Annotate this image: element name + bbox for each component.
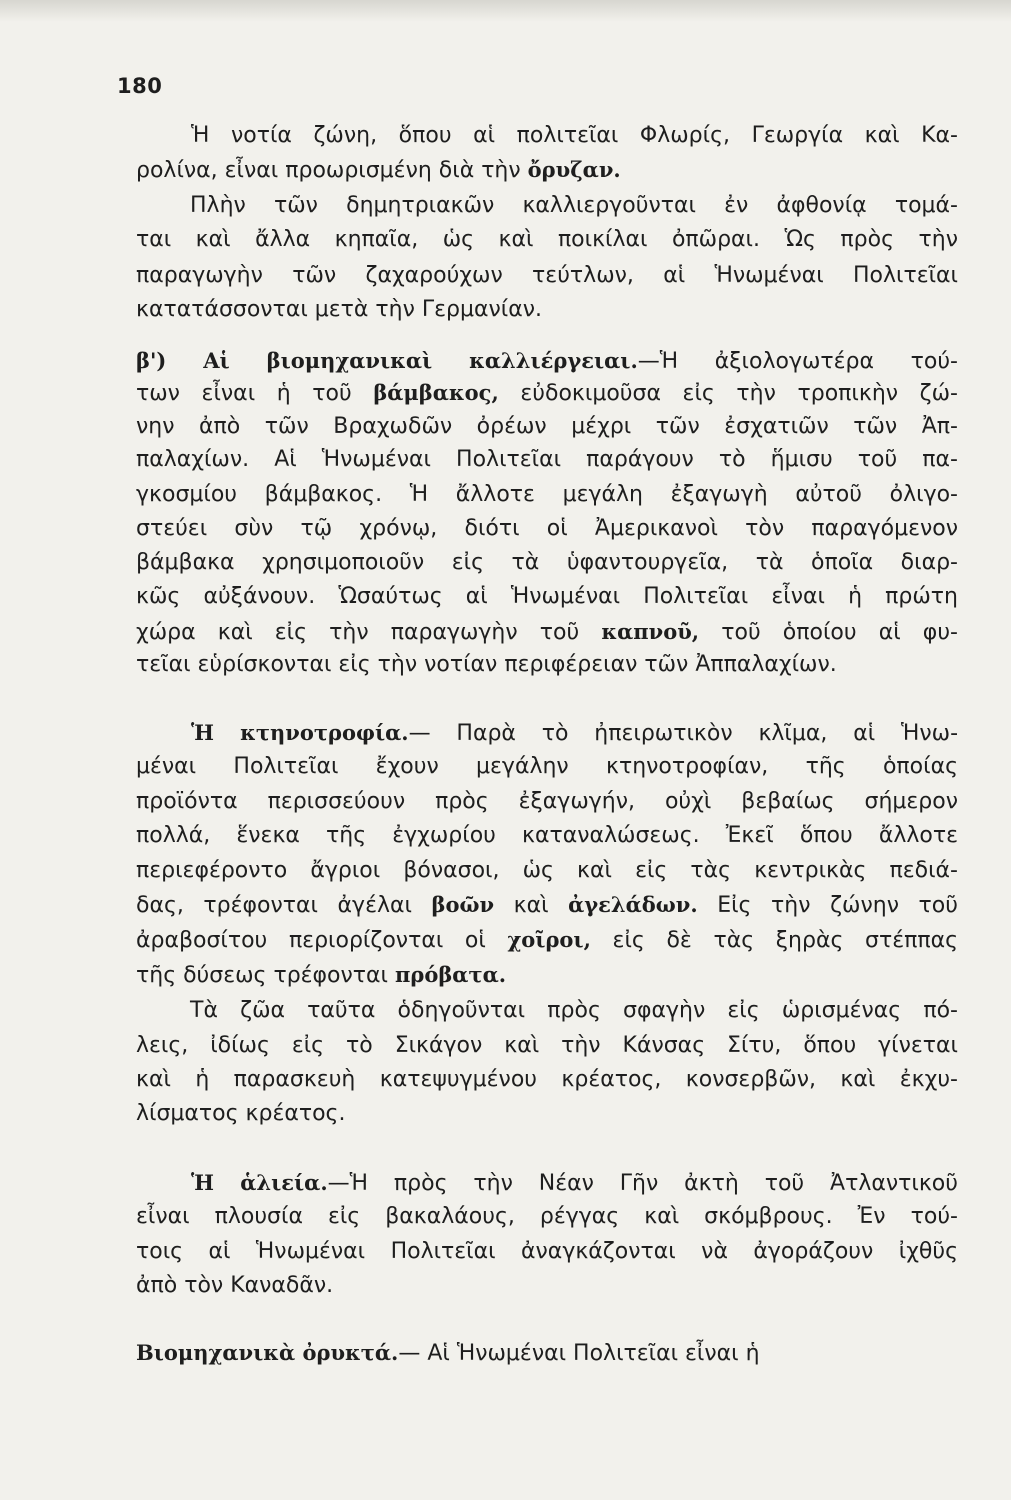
text-line [136,223,958,257]
text-line [190,994,958,1028]
text-span: γκοσμίου βάμβακος. Ἡ ἄλλοτε μεγάλη ἐξαγωγὴ αὐτοῦ ὀλιγο- [136,482,958,507]
text-span: Πλὴν τῶν δημητριακῶν καλλιεργοῦνται ἐν ἀφθονίᾳ τομά- [190,193,958,218]
text-line [136,344,958,378]
bold-term: χοῖροι, [507,927,591,952]
text-span: δας, τρέφονται ἀγέλαι [136,893,432,918]
text-line [136,615,958,649]
text-line [136,259,958,293]
page-number: 180 [117,74,163,98]
text-span: — Αἱ Ἡνωμέναι Πολιτεῖαι εἶναι ἡ [398,1341,760,1366]
text-span: πολλά, ἕνεκα τῆς ἐγχωρίου καταναλώσεως. Ἐκεῖ ὅπου ἄλλοτε [136,823,958,848]
text-line [136,1063,958,1097]
text-span: παλαχίων. Αἱ Ἡνωμέναι Πολιτεῖαι παράγουν τὸ ἥμισυ τοῦ πα- [136,447,958,472]
text-line [136,958,958,992]
text-span: —Ἡ ἀξιολογωτέρα τού- [637,349,958,374]
text-line [136,750,958,784]
text-line [136,819,958,853]
text-span: προϊόντα περισσεύουν πρὸς ἐξαγωγήν, οὐχὶ βεβαίως σήμερον [136,789,958,814]
bold-term: Ἡ ἁλιεία. [191,1170,328,1195]
text-span: ρολίνα, εἶναι προωρισμένη διὰ τὴν [136,158,528,183]
text-span: νην ἀπὸ τῶν Βραχωδῶν ὀρέων μέχρι τῶν ἐσχατιῶν τῶν Ἀπ- [136,414,958,439]
text-span: βάμβακα χρησιμοποιοῦν εἰς τὰ ὑφαντουργεῖα, τὰ ὁποῖα διαρ- [136,550,958,575]
text-span: Ἡ νοτία ζώνη, ὅπου αἱ πολιτεῖαι Φλωρίς, Γεωργία καὶ Κα- [191,123,958,148]
bold-term: Ἡ κτηνοτροφία. [191,720,409,745]
text-line [191,716,958,750]
bold-term: ἀγελάδων. [568,892,698,917]
text-line [136,1029,958,1063]
text-span: λεις, ἰδίως εἰς τὸ Σικάγον καὶ τὴν Κάνσας Σίτυ, ὅπου γίνεται [136,1033,958,1058]
text-line [136,1200,958,1234]
text-span: χώρα καὶ εἰς τὴν παραγωγὴν τοῦ [136,620,602,645]
text-span: ται καὶ ἄλλα κηπαῖα, ὡς καὶ ποικίλαι ὀπῶραι. Ὡς πρὸς τὴν [136,227,958,252]
text-span: μέναι Πολιτεῖαι ἔχουν μεγάλην κτηνοτροφίαν, τῆς ὁποίας [136,754,958,779]
text-line [136,888,958,922]
text-span: περιεφέροντο ἄγριοι βόνασοι, ὡς καὶ εἰς τὰς κεντρικὰς πεδιά- [136,858,958,883]
text-span: τοῦ ὁποίου αἱ φυ- [699,620,958,645]
page-top-shadow [0,0,1011,22]
text-span: κατατάσσονται μετὰ τὴν Γερμανίαν. [136,297,543,322]
text-span: τεῖαι εὑρίσκονται εἰς τὴν νοτίαν περιφέρειαν τῶν Ἀππαλαχίων. [136,652,837,677]
text-span: κῶς αὐξάνουν. Ὡσαύτως αἱ Ἡνωμέναι Πολιτεῖαι εἶναι ἡ πρώτη [136,584,958,609]
text-line [136,1336,958,1370]
text-span: καὶ [494,893,569,918]
text-span: τοις αἱ Ἡνωμέναι Πολιτεῖαι ἀναγκάζονται νὰ ἀγοράζουν ἰχθῦς [136,1239,958,1264]
text-line [136,1235,958,1269]
bold-term: β') Αἱ βιομηχανικαὶ καλλιέργειαι. [136,348,638,373]
text-span: των εἶναι ἡ τοῦ [136,381,374,406]
text-line [136,376,958,410]
text-span: στεύει σὺν τῷ χρόνῳ, διότι οἱ Ἀμερικανοὶ τὸν παραγόμενον [136,516,958,541]
text-span: εἰς δὲ τὰς ξηρὰς στέππας [590,928,958,953]
text-line [136,410,958,444]
text-line [136,785,958,819]
text-span: καὶ ἡ παρασκευὴ κατεψυγμένου κρέατος, κονσερβῶν, καὶ ἐκχυ- [136,1067,958,1092]
text-span: τῆς δύσεως τρέφονται [136,963,395,988]
text-span: παραγωγὴν τῶν ζαχαρούχων τεύτλων, αἱ Ἡνωμέναι Πολιτεῖαι [136,263,958,288]
text-line [136,1097,958,1131]
bold-term: βοῶν [431,892,495,917]
text-span: ἀπὸ τὸν Καναδᾶν. [136,1273,334,1298]
text-line [136,1269,958,1303]
text-span: —Ἡ πρὸς τὴν Νέαν Γῆν ἀκτὴ τοῦ Ἀτλαντικοῦ [327,1171,958,1196]
text-line [136,580,958,614]
bold-term: Βιομηχανικὰ ὀρυκτά. [136,1340,399,1365]
text-line [136,478,958,512]
text-span: εἶναι πλουσία εἰς βακαλάους, ρέγγας καὶ σκόμβρους. Ἐν τού- [136,1204,958,1229]
bold-term: πρόβατα. [395,962,507,987]
text-line [136,854,958,888]
text-span: — Παρὰ τὸ ἠπειρωτικὸν κλῖμα, αἱ Ἡνω- [408,721,959,746]
bold-term: ὄρυζαν. [527,157,621,182]
text-line [136,512,958,546]
text-span: ἀραβοσίτου περιορίζονται οἱ [136,928,508,953]
text-span: Τὰ ζῶα ταῦτα ὁδηγοῦνται πρὸς σφαγὴν εἰς ὡρισμένας πό- [190,998,958,1023]
text-line [136,923,958,957]
text-line [136,546,958,580]
bold-term: βάμβακος, [373,380,499,405]
text-span: εὐδοκιμοῦσα εἰς τὴν τροπικὴν ζώ- [498,381,958,406]
text-line [136,443,958,477]
text-line [136,153,958,187]
text-span: λίσματος κρέατος. [136,1101,346,1126]
text-span: Εἰς τὴν ζώνην τοῦ [697,893,958,918]
text-line [191,119,958,153]
text-line [136,648,958,682]
text-line [190,189,958,223]
bold-term: καπνοῦ, [601,619,700,644]
text-line [191,1166,958,1200]
text-line [136,293,958,327]
